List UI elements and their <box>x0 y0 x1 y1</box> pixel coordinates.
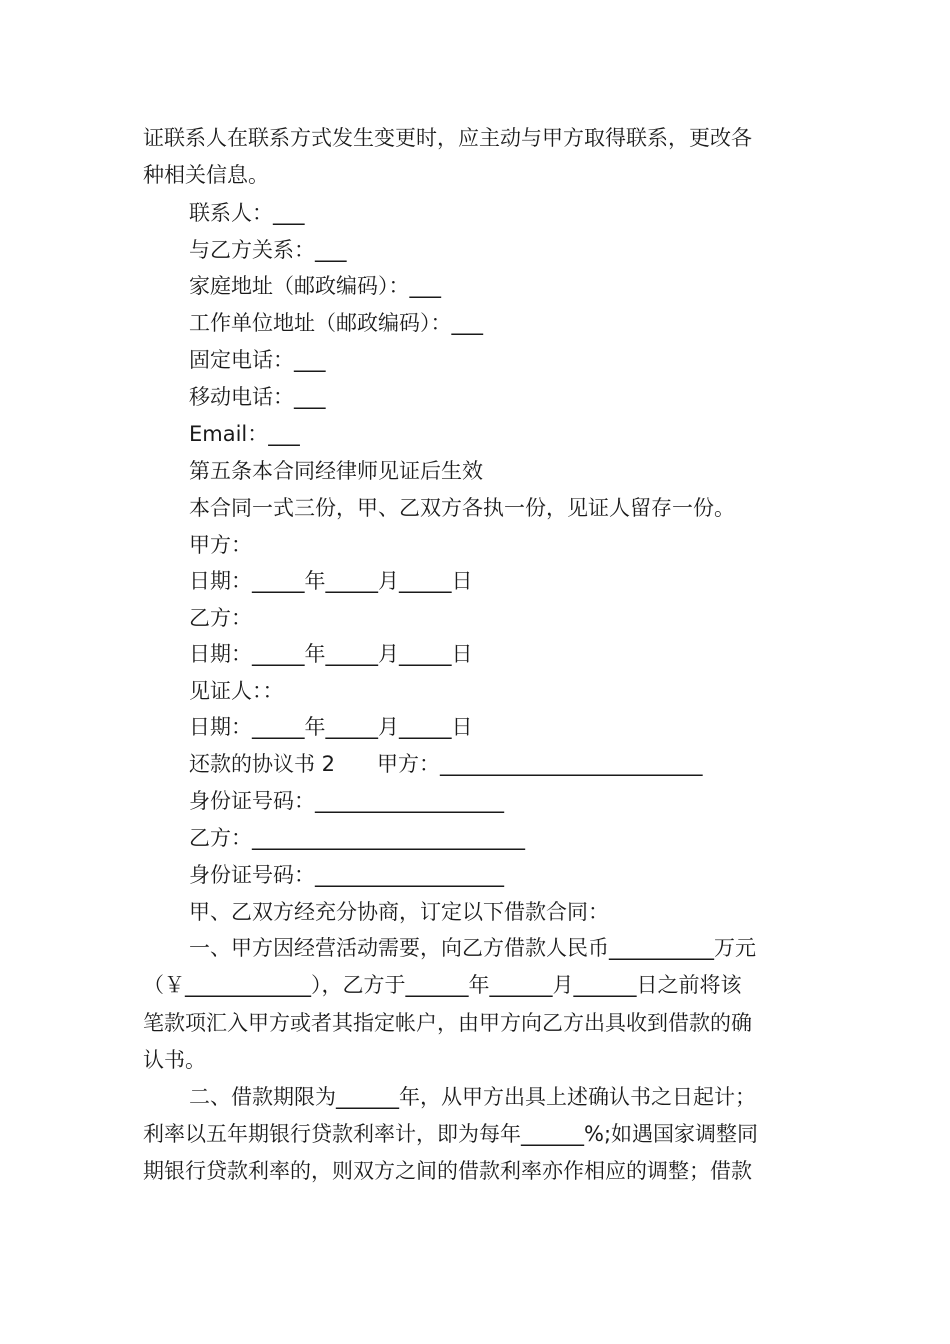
clause-1-line: 认书。 <box>143 1048 206 1072</box>
party-b-name: 乙方：__________________________ <box>189 826 525 850</box>
witness-signature: 见证人：： <box>189 679 284 703</box>
agreement-intro: 甲、乙双方经充分协商，订定以下借款合同： <box>189 900 609 924</box>
clause-1-line: 笔款项汇入甲方或者其指定帐户，由甲方向乙方出具收到借款的确 <box>143 1011 752 1035</box>
paragraph-line: 证联系人在联系方式发生变更时，应主动与甲方取得联系，更改各 <box>143 126 752 150</box>
party-a-signature: 甲方： <box>189 533 252 557</box>
party-b-id-number: 身份证号码：__________________ <box>189 863 504 887</box>
email-field: Email：___ <box>189 422 300 446</box>
clause-1-line: （￥____________），乙方于______年______月______日之前将该 <box>143 973 742 997</box>
clause-2-line: 期银行贷款利率的，则双方之间的借款利率亦作相应的调整；借款 <box>143 1159 752 1183</box>
relationship-field: 与乙方关系：___ <box>189 238 347 262</box>
article-5-title: 第五条本合同经律师见证后生效 <box>189 459 483 483</box>
witness-date: 日期：_____年_____月_____日 <box>189 715 473 739</box>
article-5-body: 本合同一式三份，甲、乙双方各执一份，见证人留存一份。 <box>189 496 735 520</box>
clause-2-line: 利率以五年期银行贷款利率计，即为每年______%;如遇国家调整同 <box>143 1122 759 1146</box>
agreement-2-title: 还款的协议书 2 甲方：_________________________ <box>189 752 703 776</box>
party-a-id-number: 身份证号码：__________________ <box>189 789 504 813</box>
paragraph-line: 种相关信息。 <box>143 163 269 187</box>
home-address-field: 家庭地址（邮政编码）：___ <box>189 274 441 298</box>
work-address-field: 工作单位地址（邮政编码）：___ <box>189 311 483 335</box>
clause-2-line: 二、借款期限为______年，从甲方出具上述确认书之日起计； <box>189 1085 756 1109</box>
party-b-date: 日期：_____年_____月_____日 <box>189 642 473 666</box>
party-a-date: 日期：_____年_____月_____日 <box>189 569 473 593</box>
party-b-signature: 乙方： <box>189 606 252 630</box>
clause-1-line: 一、甲方因经营活动需要，向乙方借款人民币__________万元 <box>189 936 756 960</box>
contact-person-field: 联系人：___ <box>189 201 305 225</box>
fixed-phone-field: 固定电话：___ <box>189 348 326 372</box>
mobile-phone-field: 移动电话：___ <box>189 385 326 409</box>
